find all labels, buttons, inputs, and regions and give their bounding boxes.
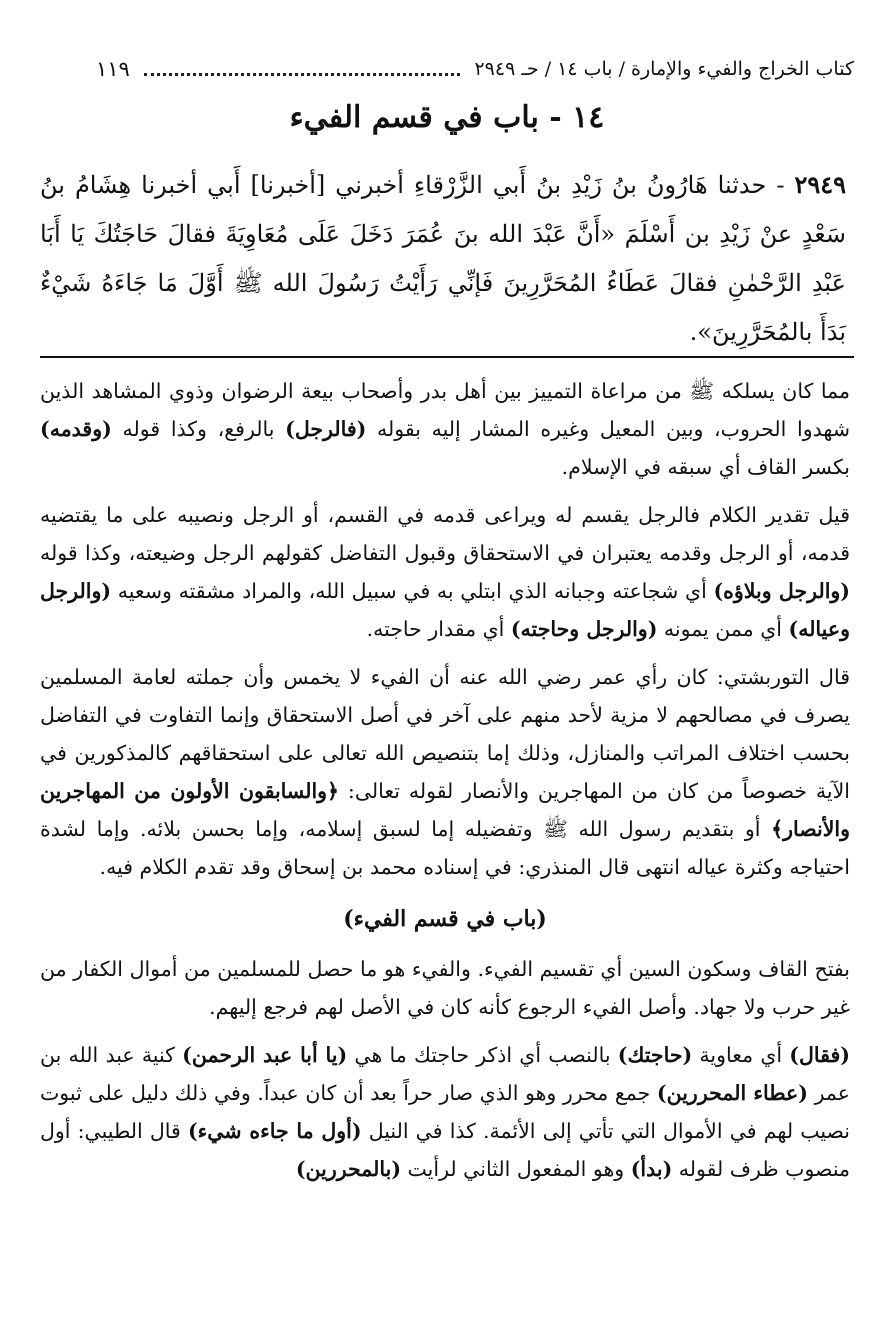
section-divider: [40, 356, 854, 358]
quoted-term: (والرجل وعياله): [40, 579, 850, 641]
quoted-term: (فقال): [789, 1043, 850, 1067]
hadith-text: [40, 160, 846, 357]
quran-quote: ﴿والسابقون الأولون من المهاجرين والأنصار﴾: [40, 779, 850, 841]
commentary-text: قال التوربشتي: كان رأي عمر رضي الله عنه أن الفيء لا يخمس وأن جملته لعامة المسلمين يصرف في مصالحهم لا مزية لأحد منهم على آخر في أصل الاستحقاق وإنما التفاوت في التفاضل بحسب اختلاف المراتب والمنازل، وذلك إما بتنصيص الله تعالى على استحقاقهم كالمذكورين في الآية خصوصاً من كان من المهاجرين والأنصار لقوله تعالى:: [40, 665, 850, 803]
commentary-text: قيل تقدير الكلام فالرجل يقسم له ويراعى قدمه في القسم، أو الرجل ونصيبه على ما يقتضيه قدمه، أو الرجل وقدمه يعتبران في الاستحقاق وقبول التفاضل كقولهم الرجل وضيعته، وكذا قوله: [40, 503, 850, 565]
quoted-term: (عطاء المحررين): [656, 1081, 808, 1105]
page-number: ١١٩: [96, 57, 130, 81]
commentary: [40, 372, 850, 1198]
running-title: كتاب الخراج والفيء والإمارة / باب ١٤ / حـ ٢٩٤٩: [474, 58, 854, 80]
commentary-text: بالنصب أي اذكر حاجتك ما هي: [347, 1043, 618, 1067]
commentary-text: بكسر القاف أي سبقه في الإسلام.: [561, 455, 850, 479]
commentary-text: وهو المفعول الثاني لرأيت: [401, 1157, 631, 1181]
hadith-number: ٢٩٤٩: [794, 170, 846, 199]
commentary-text: أي ممن يمونه: [657, 617, 789, 641]
commentary-text: أي شجاعته وجبانه الذي ابتلي به في سبيل الله، والمراد مشقته وسعيه: [111, 579, 714, 603]
quoted-term: (فالرجل): [285, 417, 367, 441]
commentary-text: مما كان يسلكه ﷺ من مراعاة التمييز بين أهل بدر وأصحاب بيعة الرضوان وذوي المشاهد الذين شهدوا الحروب، وبين المعيل وغيره المشار إليه بقوله: [40, 379, 850, 441]
hadith-body: - حدثنا هَارُونُ بنُ زَيْدِ بنُ أَبي الزَّرْقاءِ أخبرني [أخبرنا] أَبي أخبرنا هِشَامُ بنُ سَعْدٍ عنْ زَيْدِ بن أَسْلَمَ «أَنَّ عَبْدَ الله بنَ عُمَرَ دَخَلَ عَلَى مُعَاوِيَةَ فقالَ حَاجَتُكَ يَا أَبَا عَبْدِ الرَّحْمٰنِ فقالَ عَطَاءُ المُحَرَّرِينَ فَإنِّي رَأَيْتُ رَسُولَ الله ﷺ أَوَّلَ مَا جَاءَهُ شَيْءٌ بَدَأَ بالمُحَرَّرِينَ».: [40, 171, 846, 346]
commentary-paragraph: [40, 658, 850, 886]
commentary-text: أي مقدار حاجته.: [366, 617, 511, 641]
commentary-text: كنية عبد الله بن عمر: [40, 1043, 850, 1105]
quoted-term: (حاجتك): [617, 1043, 693, 1067]
commentary-text: قال الطيبي: أول منصوب ظرف لقوله: [40, 1119, 850, 1181]
commentary-paragraph: [40, 1036, 850, 1188]
quoted-term: (أول ما جاءه شيء): [187, 1119, 362, 1143]
running-header: [96, 52, 854, 86]
commentary-paragraph: بفتح القاف وسكون السين أي تقسيم الفيء. والفيء هو ما حصل للمسلمين من أموال الكفار من غير حرب ولا جهاد. وأصل الفيء الرجوع كأنه كان في الأصل لهم فرجع إليهم.: [40, 957, 850, 1019]
commentary-text: أي معاوية: [692, 1043, 790, 1067]
commentary-text: بالرفع، وكذا قوله: [111, 417, 286, 441]
sub-heading: (باب في قسم الفيء): [343, 906, 547, 932]
commentary-text: جمع محرر وهو الذي صار حراً بعد أن كان عبداً. وفي ذلك دليل على ثبوت نصيب لهم في الأموال التي تأتي إلى الأئمة. كذا في النيل: [40, 1081, 850, 1143]
quoted-term: (والرجل وبلاؤه): [713, 579, 850, 603]
quoted-term: (بدأ): [630, 1157, 673, 1181]
quoted-term: (والرجل وحاجته): [510, 617, 658, 641]
quoted-term: (بالمحررين): [295, 1157, 402, 1181]
commentary-text: أو بتقديم رسول الله ﷺ وتفضيله إما لسبق إسلامه، وإما بحسن بلائه. وإما لشدة احتياجه وكثرة عياله انتهى قال المنذري: في إسناده محمد بن إسحاق وقد تقدم الكلام فيه.: [40, 817, 850, 879]
leader-dots: [144, 71, 461, 76]
chapter-title: ١٤ - باب في قسم الفيء: [289, 100, 605, 135]
commentary-paragraph: [40, 372, 850, 486]
quoted-term: (وقدمه): [40, 417, 112, 441]
commentary-paragraph: [40, 496, 850, 648]
quoted-term: (يا أبا عبد الرحمن): [182, 1043, 348, 1067]
